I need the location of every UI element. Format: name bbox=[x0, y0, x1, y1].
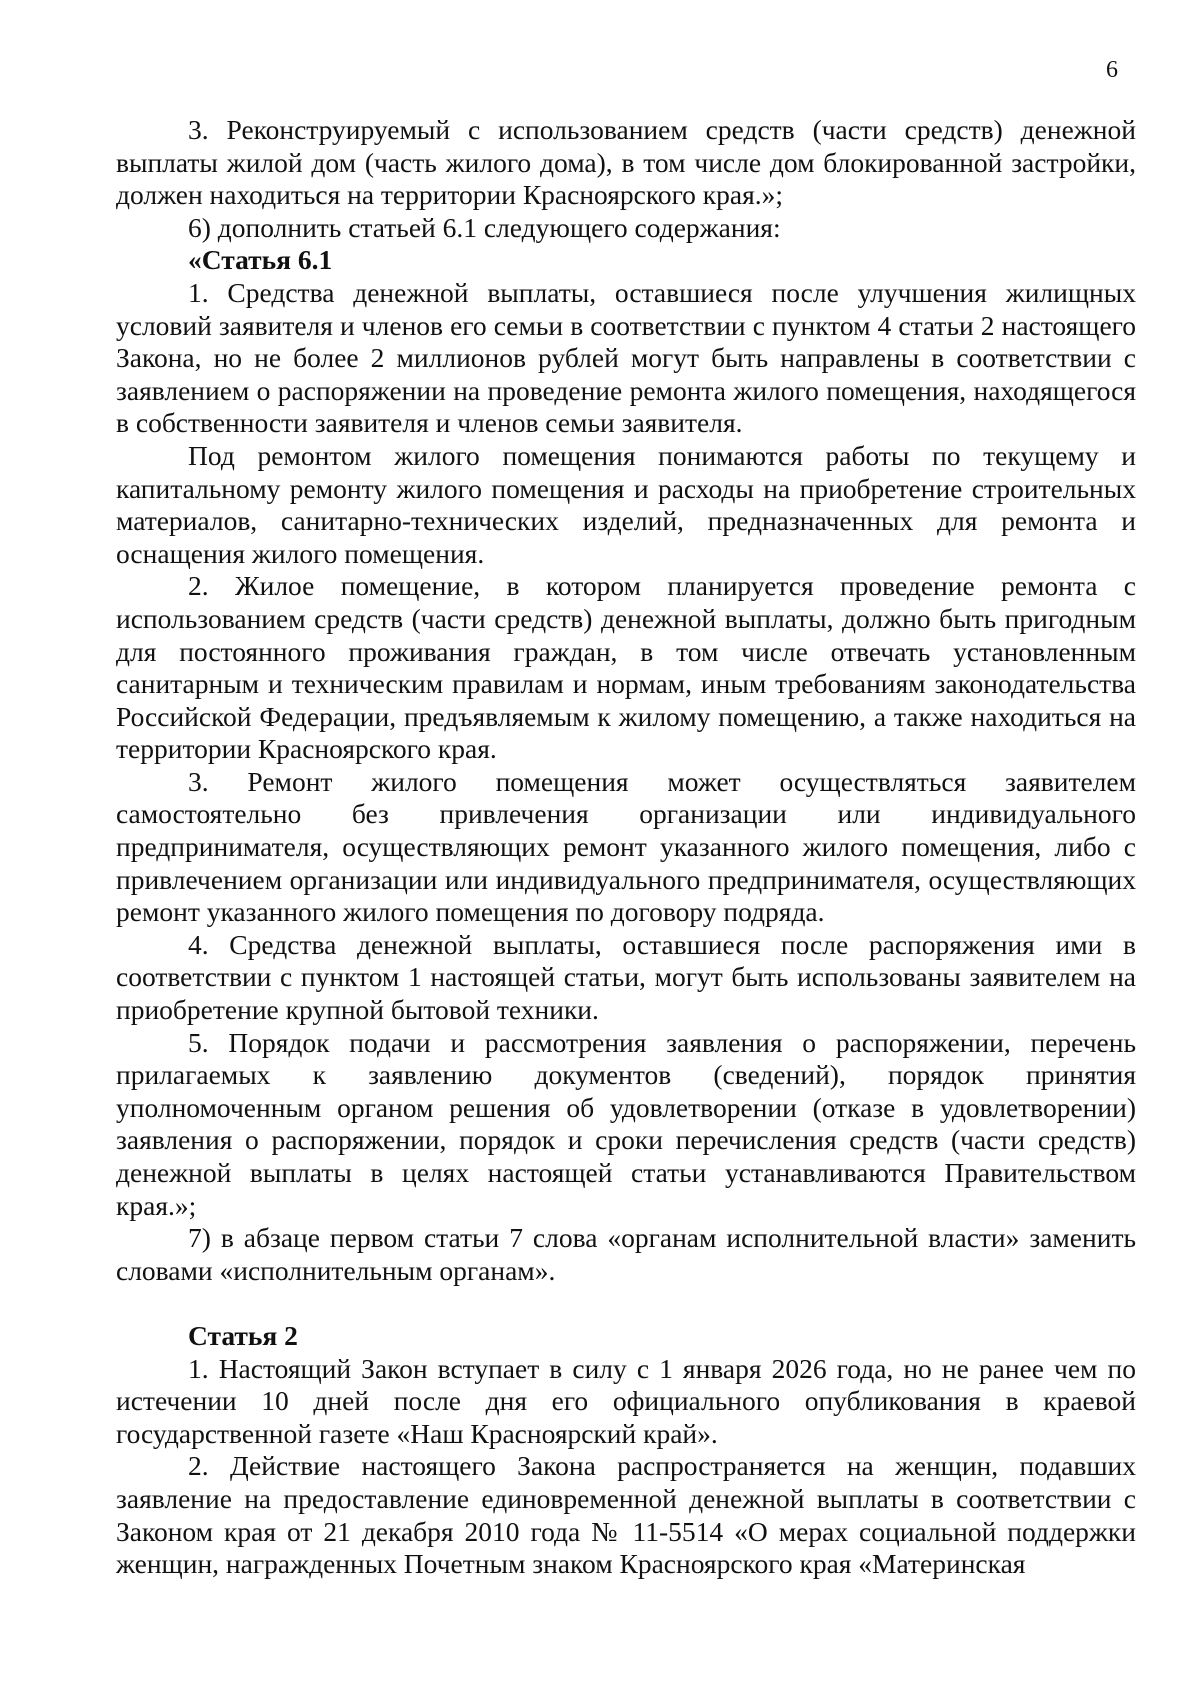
paragraph-6-1-item-5: 5. Порядок подачи и рассмотрения заявления о распоряжении, перечень прилагаемых к заявлению документов (сведений), порядок принятия уполномоченным органом решения об удовлетворении (отказе в удовлетворении) заявления о распоряжении, порядок и сроки перечисления средств (части средств) денежной выплаты в целях настоящей статьи устанавливаются Правительством края.»; bbox=[116, 1026, 1136, 1221]
heading-article-6-1: «Статья 6.1 bbox=[188, 244, 333, 276]
paragraph-6-1-item-3: 3. Ремонт жилого помещения может осуществляться заявителем самостоятельно без привлечения организации или индивидуального предпринимателя, осуществляющих ремонт указанного жилого помещения, либо с привлечением организации или индивидуального предпринимателя, осуществляющих ремонт указанного жилого помещения по договору подряда. bbox=[116, 765, 1136, 928]
paragraph-reconstruction-territory: 3. Реконструируемый с использованием средств (части средств) денежной выплаты жилой дом (часть жилого дома), в том числе дом блокированной застройки, должен находиться на территории Красноярского края.»; bbox=[116, 114, 1136, 211]
heading-article-2: Статья 2 bbox=[188, 1319, 298, 1351]
paragraph-6-1-item-4: 4. Средства денежной выплаты, оставшиеся после распоряжения ими в соответствии с пунктом 1 настоящей статьи, могут быть использованы заявителем на приобретение крупной бытовой техники. bbox=[116, 928, 1136, 1026]
document-body bbox=[116, 114, 1136, 1581]
paragraph-amendment-6: 6) дополнить статьей 6.1 следующего содержания: bbox=[188, 211, 781, 243]
paragraph-6-1-item-2: 2. Жилое помещение, в котором планируется проведение ремонта с использованием средств (части средств) денежной выплаты, должно быть пригодным для постоянного проживания граждан, в том числе отвечать установленным санитарным и техническим правилам и нормам, иным требованиям законодательства Российской Федерации, предъявляемым к жилому помещению, а также находиться на территории Красноярского края. bbox=[116, 570, 1136, 765]
paragraph-amendment-7: 7) в абзаце первом статьи 7 слова «органам исполнительной власти» заменить словами «исполнительным органам». bbox=[116, 1222, 1136, 1286]
paragraph-repair-definition: Под ремонтом жилого помещения понимаются работы по текущему и капитальному ремонту жилого помещения и расходы на приобретение строительных материалов, санитарно-технических изделий, предназначенных для ремонта и оснащения жилого помещения. bbox=[116, 439, 1136, 569]
paragraph-article-2-item-1: 1. Настоящий Закон вступает в силу с 1 января 2026 года, но не ранее чем по истечении 10 дней после дня его официального опубликования в краевой государственной газете «Наш Красноярский край». bbox=[116, 1352, 1136, 1449]
paragraph-article-2-item-2: 2. Действие настоящего Закона распространяется на женщин, подавших заявление на предоставление единовременной денежной выплаты в соответствии с Законом края от 21 декабря 2010 года № 11-5514 «О мерах социальной поддержки женщин, награжденных Почетным знаком Красноярского края «Материнская bbox=[116, 1450, 1136, 1580]
page-number: 6 bbox=[1106, 57, 1118, 83]
paragraph-6-1-item-1: 1. Средства денежной выплаты, оставшиеся после улучшения жилищных условий заявителя и членов его семьи в соответствии с пунктом 4 статьи 2 настоящего Закона, но не более 2 миллионов рублей могут быть направлены в соответствии с заявлением о распоряжении на проведение ремонта жилого помещения, находящегося в собственности заявителя и членов семьи заявителя. bbox=[116, 276, 1136, 439]
